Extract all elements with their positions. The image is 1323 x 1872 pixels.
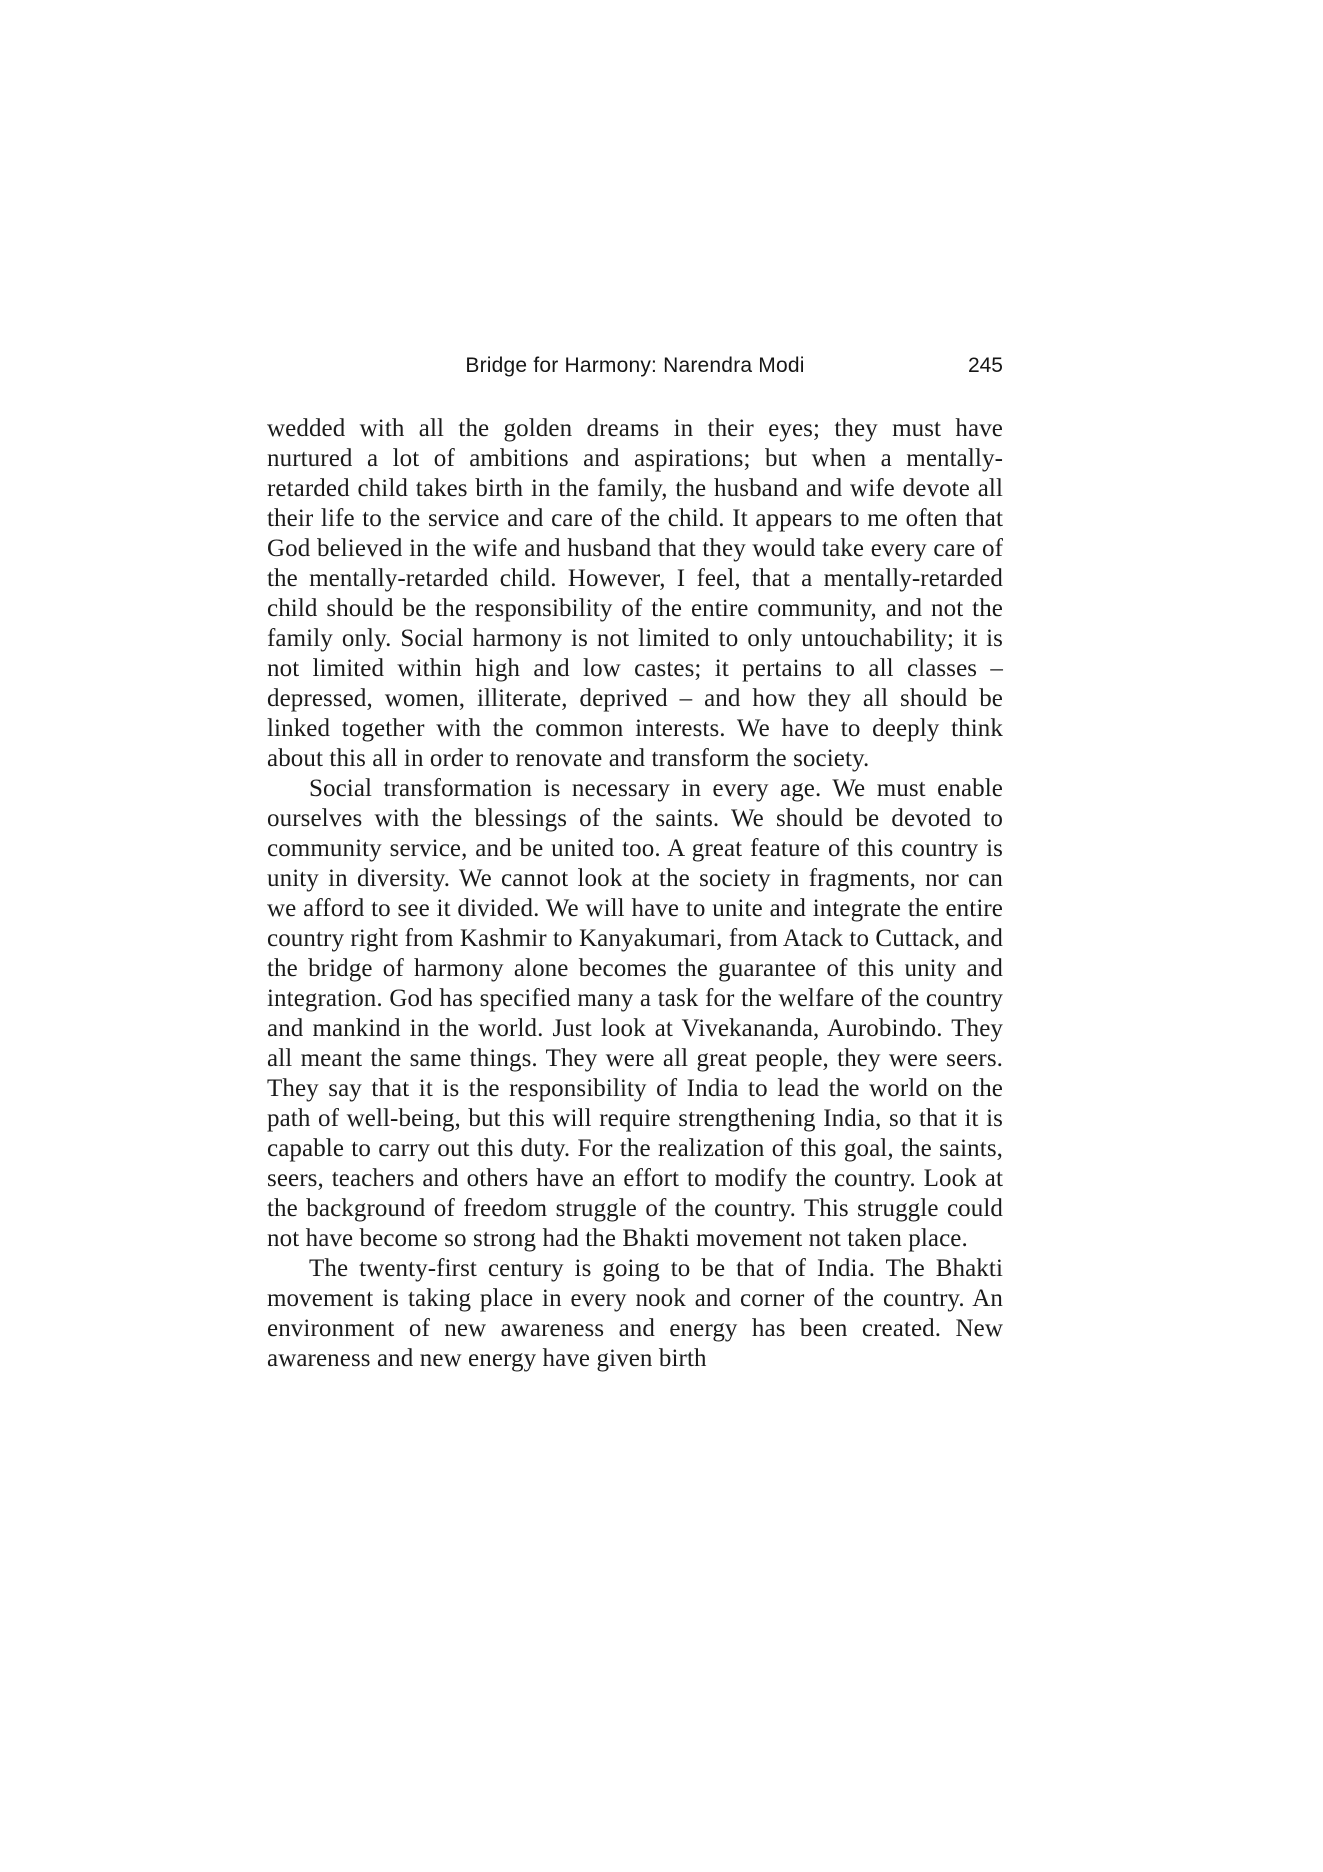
paragraph-continued: wedded with all the golden dreams in their eyes; they must have nurtured a lot of ambitions and aspirations; but when a mentally-retarded child takes birth in the family, the husband and wife devote all their life to the service and care of the child. It appears to me often that God believed in the wife and husband that they would take every care of the mentally-retarded child. However, I feel, that a mentally-retarded child should be the responsibility of the entire community, and not the family only. Social harmony is not limited to only untouchability; it is not limited within high and low castes; it pertains to all classes – depressed, women, illiterate, deprived – and how they all should be linked together with the common interests. We have to deeply think about this all in order to renovate and transform the society.	[267, 415, 1003, 772]
page-body	[267, 414, 1003, 1374]
running-title: Bridge for Harmony: Narendra Modi	[465, 354, 805, 377]
running-header	[267, 352, 1003, 380]
paragraph-social-transformation: Social transformation is necessary in every age. We must enable ourselves with the blessings of the saints. We should be devoted to community service, and be united too. A great feature of this country is unity in diversity. We cannot look at the society in fragments, nor can we afford to see it divided. We will have to unite and integrate the entire country right from Kashmir to Kanyakumari, from Atack to Cuttack, and the bridge of harmony alone becomes the guarantee of this unity and integration. God has specified many a task for the welfare of the country and mankind in the world. Just look at Vivekananda, Aurobindo. They all meant the same things. They were all great people, they were seers. They say that it is the responsibility of India to lead the world on the path of well-being, but this will require strengthening India, so that it is capable to carry out this duty. For the realization of this goal, the saints, seers, teachers and others have an effort to modify the country. Look at the background of freedom struggle of the country. This struggle could not have become so strong had the Bhakti movement not taken place.	[267, 775, 1003, 1252]
text-column	[267, 352, 1003, 1374]
page-number: 245	[967, 354, 1003, 377]
paragraph-twenty-first-century: The twenty-first century is going to be that of India. The Bhakti movement is taking place in every nook and corner of the country. An environment of new awareness and energy has been created. New awareness and new energy have given birth	[267, 1255, 1003, 1372]
